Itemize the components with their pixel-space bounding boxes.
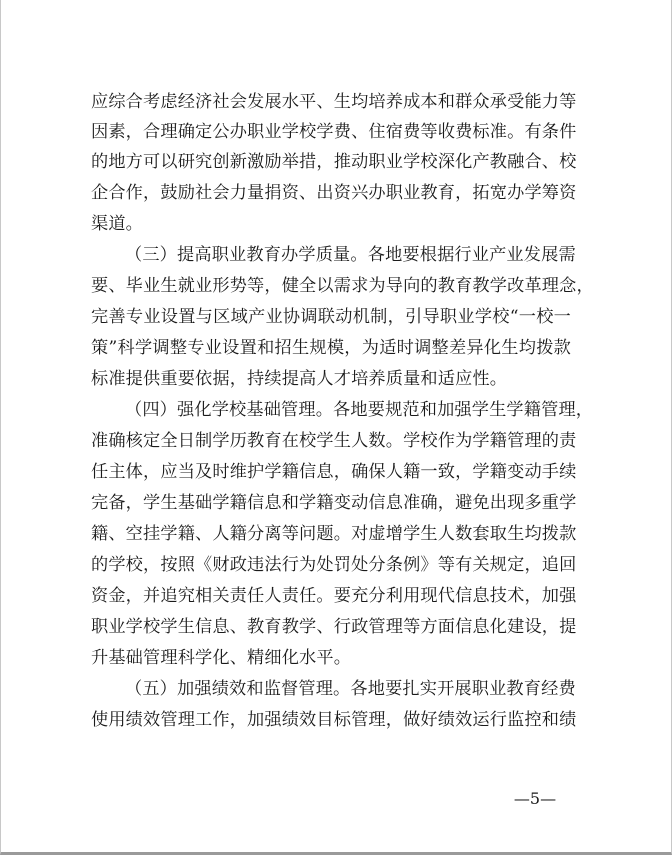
section-three-line-5: 标准提供重要依据，持续提高人才培养质量和适应性。 — [91, 369, 508, 389]
section-five-line-2: 使用绩效管理工作，加强绩效目标管理，做好绩效运行监控和绩 — [91, 710, 577, 730]
section-three-line-4: 策”科学调整专业设置和招生规模，为适时调整差异化生均拨款 — [91, 338, 571, 358]
section-four-line-9: 升基础管理科学化、精细化水平。 — [91, 648, 352, 668]
section-three-heading: （三）提高职业教育办学质量。各地要根据行业产业发展需 — [125, 245, 576, 265]
section-four-line-7: 资金，并追究相关责任人责任。要充分利用现代信息技术，加强 — [91, 586, 577, 606]
section-four-line-6: 的学校，按照《财政违法行为处罚处分条例》等有关规定，追回 — [91, 555, 577, 575]
section-three-line-2: 要、毕业生就业形势等，健全以需求为导向的教育教学改革理念， — [91, 276, 594, 296]
paragraph-1-line-1: 应综合考虑经济社会发展水平、生均培养成本和群众承受能力等 — [91, 92, 577, 112]
page-number: —5— — [513, 789, 557, 808]
section-four-line-4: 完备，学生基础学籍信息和学籍变动信息准确，避免出现多重学 — [91, 493, 577, 513]
section-three-line-3: 完善专业设置与区域产业协调联动机制，引导职业学校“一校一 — [91, 307, 571, 327]
section-four-heading: （四）强化学校基础管理。各地要规范和加强学生学籍管理， — [125, 400, 594, 420]
section-four-line-2: 准确核定全日制学历教育在校学生人数。学校作为学籍管理的责 — [91, 431, 577, 451]
section-four-line-3: 任主体，应当及时维护学籍信息，确保人籍一致，学籍变动手续 — [91, 462, 577, 482]
section-four-line-8: 职业学校学生信息、教育教学、行政管理等方面信息化建设，提 — [91, 617, 577, 637]
paragraph-1-line-4: 企合作，鼓励社会力量捐资、出资兴办职业教育，拓宽办学筹资 — [91, 183, 577, 203]
paragraph-1-line-5: 渠道。 — [91, 214, 144, 234]
section-five-heading: （五）加强绩效和监督管理。各地要扎实开展职业教育经费 — [125, 679, 576, 699]
paragraph-1-line-3: 的地方可以研究创新激励举措，推动职业学校深化产教融合、校 — [91, 152, 577, 172]
section-four-line-5: 籍、空挂学籍、人籍分离等问题。对虚增学生人数套取生均拨款 — [91, 524, 577, 544]
paragraph-1-line-2: 因素，合理确定公办职业学校学费、住宿费等收费标准。有条件 — [91, 122, 577, 142]
